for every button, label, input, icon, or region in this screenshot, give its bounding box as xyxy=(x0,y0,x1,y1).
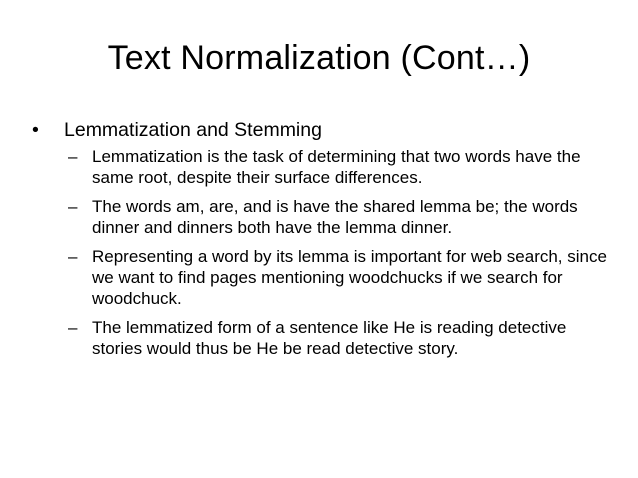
sub-bullet-marker: – xyxy=(68,147,78,166)
slide-title: Text Normalization (Cont…) xyxy=(107,39,531,77)
sub-bullet-item xyxy=(68,317,616,359)
slide-content xyxy=(30,118,610,367)
sub-bullet-marker: – xyxy=(68,247,78,266)
sub-bullet-text: Representing a word by its lemma is important for web search, since we want to find pages mentioning woodchucks if we search for woodchuck. xyxy=(92,247,607,308)
bullet-marker: • xyxy=(32,119,39,141)
sub-bullet-list xyxy=(68,146,616,359)
sub-bullet-marker: – xyxy=(68,318,78,337)
sub-bullet-text: The words am, are, and is have the shared lemma be; the words dinner and dinners both have the lemma dinner. xyxy=(92,197,578,237)
sub-bullet-item xyxy=(68,196,616,238)
sub-bullet-text: The lemmatized form of a sentence like He is reading detective stories would thus be He be read detective story. xyxy=(92,318,567,358)
sub-bullet-item xyxy=(68,246,616,309)
sub-bullet-marker: – xyxy=(68,197,78,216)
bullet-item xyxy=(30,118,610,142)
sub-bullet-text: Lemmatization is the task of determining that two words have the same root, despite their surface differences. xyxy=(92,147,581,187)
bullet-text: Lemmatization and Stemming xyxy=(64,119,322,141)
sub-bullet-item xyxy=(68,146,616,188)
